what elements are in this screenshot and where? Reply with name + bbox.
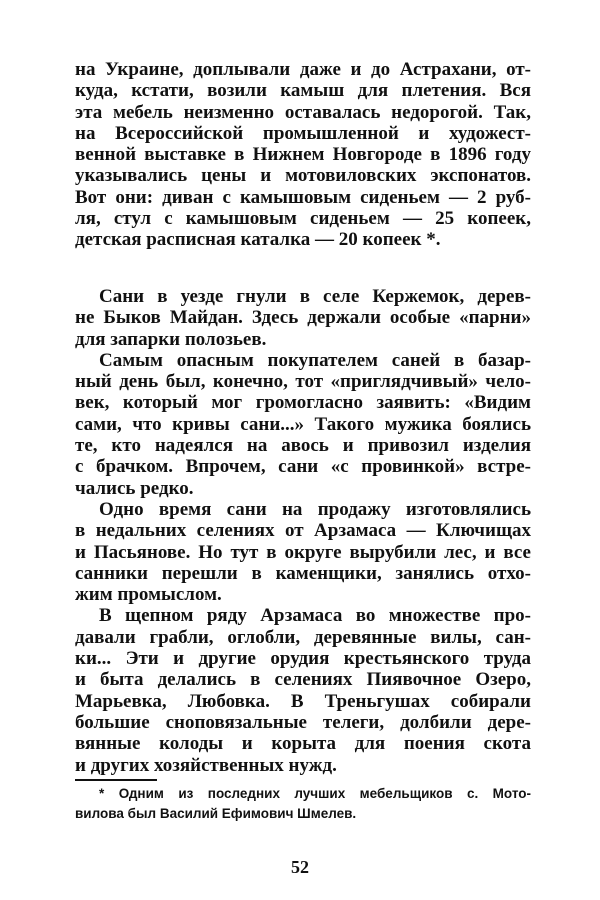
footnote-divider [75,779,157,781]
text-line: большие сноповязальные телеги, долбили дере- [75,711,531,733]
text-line: эта мебель неизменно оставалась недорогой. Так, [75,101,531,123]
text-line: Марьевка, Любовка. В Треньгушах собирали [75,690,531,712]
text-line: сами, что кривы сани...» Такого мужика боялись [75,413,531,435]
body-text-sleds [75,286,531,776]
text-line: куда, кстати, возили камыш для плетения. Вся [75,80,531,102]
text-line: ки... Эти и другие орудия крестьянского труда [75,648,531,670]
text-line: чались редко. [75,477,194,499]
text-line: Самым опасным покупателем саней в базар- [99,349,531,371]
text-line: Вот они: диван с камышовым сиденьем — 2 руб- [75,186,531,208]
text-line: и быта делались в селениях Пиявочное Озеро, [75,669,531,691]
text-line: детская расписная каталка — 20 копеек *. [75,229,441,251]
text-line: на Украине, доплывали даже и до Астрахани, от- [75,59,531,80]
text-line: жим промыслом. [75,584,222,606]
text-line: В щепном ряду Арзамаса во множестве про- [99,605,531,627]
text-line: век, который мог громогласно заявить: «Видим [75,392,531,414]
text-line: Сани в уезде гнули в селе Кержемок, дерев- [99,286,531,307]
text-line: на Всероссийской промышленной и художест- [75,122,531,144]
text-line: и других хозяйственных нужд. [75,754,337,776]
text-line: * Одним из последних лучших мебельщиков с. Мото- [99,786,531,801]
text-line: давали грабли, оглобли, деревянные вилы, сан- [75,626,531,648]
text-line: для запарки полозьев. [75,328,267,350]
text-line: в недальних селениях от Арзамаса — Ключищах [75,520,531,542]
footnote [75,784,531,824]
text-line: ля, стул с камышовым сиденьем — 25 копеек, [75,208,531,230]
page-number: 52 [291,857,309,877]
text-line: Одно время сани на продажу изготовлялись [99,498,531,520]
text-line: и Пасьянове. Но тут в округе вырубили лес, и все [75,541,531,563]
text-line: санники перешли в каменщики, занялись отхо- [75,562,531,584]
text-line: не Быков Майдан. Здесь держали особые «парни» [75,307,531,329]
paragraph-furniture-prices [75,59,531,251]
text-line: ный день был, конечно, тот «приглядчивый» чело- [75,371,531,393]
text-line: указывались цены и мотовиловских экспонатов. [75,165,531,187]
text-line: вилова был Василий Ефимович Шмелев. [75,806,357,821]
text-line: с брачком. Впрочем, сани «с провинкой» встре- [75,456,531,478]
text-line: те, кто надеялся на авось и привозил изделия [75,435,531,457]
text-line: вянные колоды и корыта для поения скота [75,733,531,755]
text-line: венной выставке в Нижнем Новгороде в 1896 году [75,144,531,166]
